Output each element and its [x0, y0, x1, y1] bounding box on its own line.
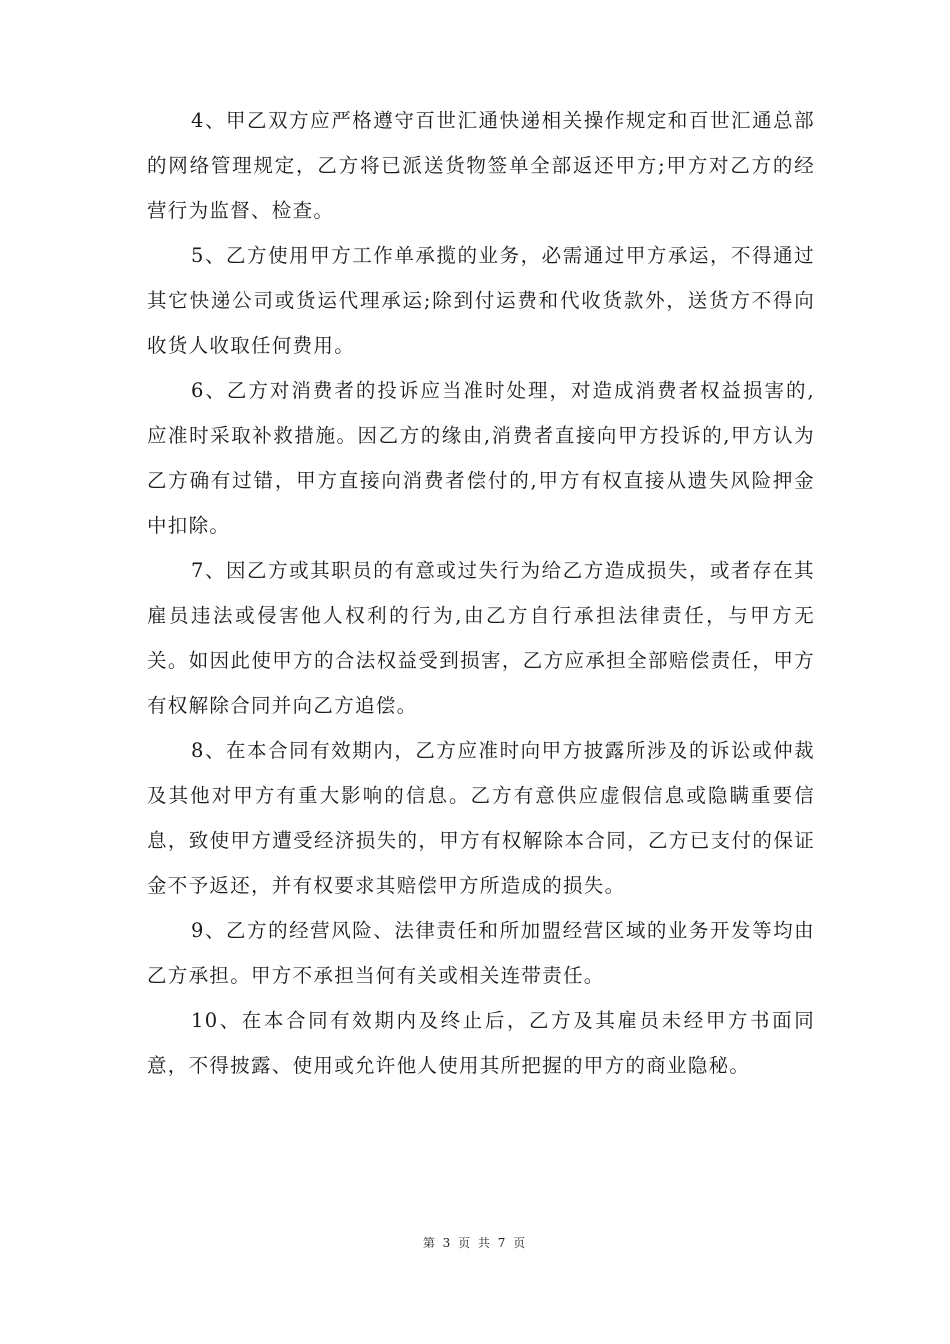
document-body — [147, 98, 815, 1088]
clause-10: 10、在本合同有效期内及终止后，乙方及其雇员未经甲方书面同意，不得披露、使用或允许他人使用其所把握的甲方的商业隐秘。 — [147, 1009, 815, 1077]
clause-8: 8、在本合同有效期内，乙方应准时向甲方披露所涉及的诉讼或仲裁及其他对甲方有重大影响的信息。乙方有意供应虚假信息或隐瞒重要信息，致使甲方遭受经济损失的，甲方有权解除本合同，乙方已支付的保证金不予返还，并有权要求其赔偿甲方所造成的损失。 — [147, 739, 815, 897]
clause-4: 4、甲乙双方应严格遵守百世汇通快递相关操作规定和百世汇通总部的网络管理规定，乙方将已派送货物签单全部返还甲方;甲方对乙方的经营行为监督、检查。 — [147, 109, 815, 222]
page-number-footer: 第 3 页 共 7 页 — [422, 1236, 528, 1250]
clause-7: 7、因乙方或其职员的有意或过失行为给乙方造成损失，或者存在其雇员违法或侵害他人权利的行为,由乙方自行承担法律责任，与甲方无关。如因此使甲方的合法权益受到损害，乙方应承担全部赔偿责任，甲方有权解除合同并向乙方追偿。 — [147, 559, 815, 717]
clause-6: 6、乙方对消费者的投诉应当准时处理，对造成消费者权益损害的,应准时采取补救措施。因乙方的缘由,消费者直接向甲方投诉的,甲方认为乙方确有过错，甲方直接向消费者偿付的,甲方有权直接从遗失风险押金中扣除。 — [147, 379, 815, 537]
clause-5: 5、乙方使用甲方工作单承揽的业务，必需通过甲方承运，不得通过其它快递公司或货运代理承运;除到付运费和代收货款外，送货方不得向收货人收取任何费用。 — [147, 244, 815, 357]
clause-9: 9、乙方的经营风险、法律责任和所加盟经营区域的业务开发等均由乙方承担。甲方不承担当何有关或相关连带责任。 — [147, 919, 815, 987]
